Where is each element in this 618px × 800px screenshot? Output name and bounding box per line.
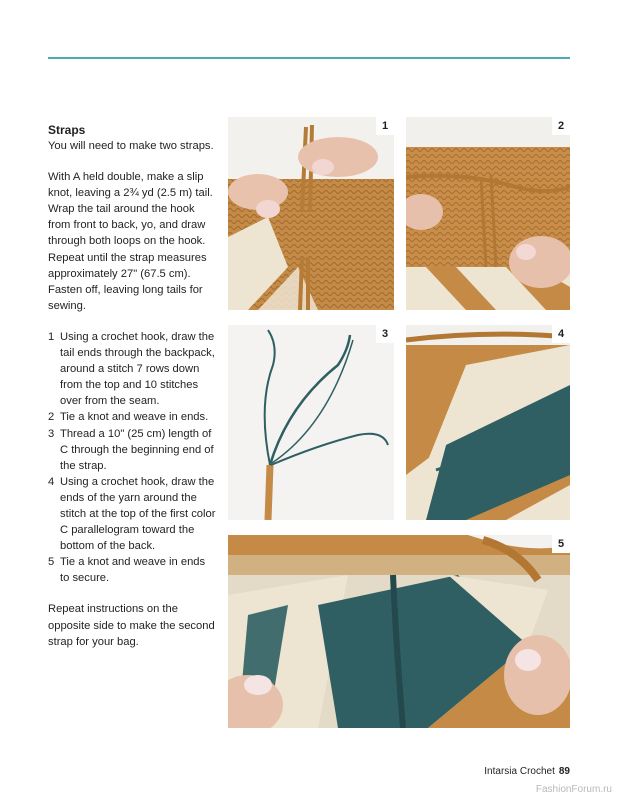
header-rule [48, 57, 570, 59]
crochet-photo-4 [406, 325, 570, 520]
step-item [48, 409, 216, 425]
photo-number-badge: 4 [552, 325, 570, 343]
page-footer [484, 766, 570, 778]
strap-paragraph: With A held double, make a slip knot, leaving a 2¾ yd (2.5 m) tail. Wrap the tail around the hook from front to back, yo, and draw through both loops on the hook. Repeat until the strap measures approximately 27" (67.5 cm). Fasten off, leaving long tails for sewing. [48, 171, 213, 312]
step-number: 5 [48, 556, 55, 569]
instructions-column [48, 122, 216, 665]
step-item [48, 474, 216, 554]
photo-step-2 [406, 117, 570, 310]
photo-number-badge: 2 [552, 117, 570, 135]
photo-step-1 [228, 117, 394, 310]
step-number: 3 [48, 427, 55, 440]
steps-list [48, 329, 216, 587]
photo-number-badge: 5 [552, 535, 570, 553]
crochet-photo-3 [228, 325, 394, 520]
section-heading: Straps [48, 123, 86, 137]
intro-text: You will need to make two straps. [48, 140, 214, 152]
step-item [48, 329, 216, 409]
closing-paragraph: Repeat instructions on the opposite side to make the second strap for your bag. [48, 603, 215, 648]
book-title: Intarsia Crochet [484, 766, 555, 777]
crochet-photo-2 [406, 117, 570, 310]
step-number: 4 [48, 475, 55, 488]
photo-number-badge: 1 [376, 117, 394, 135]
step-text: Tie a knot and weave in ends. [60, 411, 209, 424]
step-item [48, 426, 216, 474]
step-text: Thread a 10" (25 cm) length of C through the beginning end of the strap. [60, 427, 214, 472]
photo-step-4 [406, 325, 570, 520]
step-number: 2 [48, 411, 55, 424]
photo-number-badge: 3 [376, 325, 394, 343]
step-text: Using a crochet hook, draw the ends of the yarn around the stitch at the top of the first color C parallelogram toward the bottom of the back. [60, 475, 216, 553]
crochet-photo-1 [228, 117, 394, 310]
step-number: 1 [48, 330, 55, 343]
site-watermark: FashionForum.ru [535, 784, 612, 795]
photo-step-3 [228, 325, 394, 520]
crochet-photo-5 [228, 535, 570, 728]
step-item [48, 554, 216, 586]
page-number: 89 [558, 766, 570, 777]
step-text: Using a crochet hook, draw the tail ends through the backpack, around a stitch 7 rows down from the top and 10 stitches over from the seam. [60, 330, 215, 408]
photo-step-5 [228, 535, 570, 728]
step-text: Tie a knot and weave in ends to secure. [60, 556, 206, 585]
